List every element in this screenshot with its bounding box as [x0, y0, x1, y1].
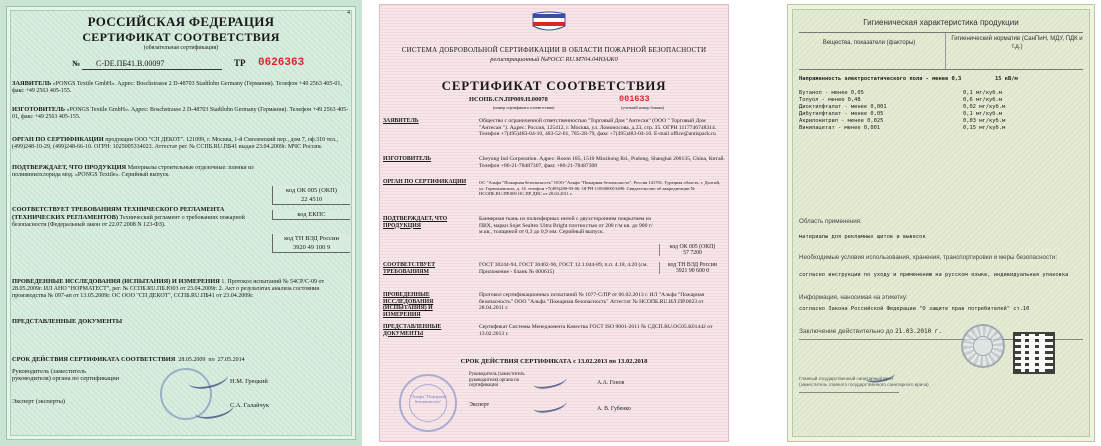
- certificate-number: C-DE.ПБ41.В.00097: [96, 59, 165, 68]
- tests-section: [383, 292, 725, 316]
- marking-text: согласно Закона Российской Федерации "О защите прав потребителей" ст.10: [799, 306, 1030, 312]
- table-row: [799, 111, 1083, 118]
- hologram-seal: [961, 324, 1005, 368]
- signatory-subtitle: (заместитель главного государственного санитарного врача): [799, 382, 929, 387]
- row-substance: Диоктилфталат - менее 0,001: [799, 104, 887, 110]
- confirm-text: Материалы строительные отделочные: пленки из поливинилхлорида мод. «PONGS Textile». Серийный выпуск.: [12, 165, 254, 179]
- number-underline: [82, 69, 222, 70]
- table-row: [799, 125, 1083, 132]
- organ-label: ОРГАН ПО СЕРТИФИКАЦИИ: [12, 136, 104, 143]
- serial-number: 001633: [619, 94, 650, 104]
- certificate-number-line: [12, 57, 350, 73]
- signature-expert: [532, 396, 568, 415]
- row-norm: 0,6 мг/куб.м: [963, 97, 1002, 103]
- confirm-section: [383, 216, 653, 250]
- row-norm: 0,1 мг/куб.м: [963, 90, 1002, 96]
- row-norm: 0,1 мг/куб.м: [963, 111, 1002, 117]
- table-row: [799, 118, 1083, 125]
- tnved-value: 3920 49 100 9: [292, 244, 331, 251]
- certificate-title: СЕРТИФИКАТ СООТВЕТСТВИЯ: [82, 30, 280, 44]
- okp-codebox: [659, 244, 725, 256]
- okp-label: код ОК 005 (ОКП): [286, 187, 337, 194]
- row-substance: Дибутилфталат - менее 0,05: [799, 111, 884, 117]
- validity-to-label: по: [208, 357, 215, 363]
- tests-label: ПРОВЕДЕННЫЕ ИССЛЕДОВАНИЯ (ИСПЫТАНИЯ) И ИЗМЕРЕНИЯ: [383, 292, 434, 318]
- header-divider: [945, 33, 946, 69]
- row-norm: 0,03 мг/куб.м: [963, 118, 1006, 124]
- row-norm: 15 кВ/м: [995, 76, 1018, 82]
- requirements-label: СООТВЕТСТВУЕТ ТРЕБОВАНИЯМ ТЕХНИЧЕСКОГО РЕГЛАМЕНТА (ТЕХНИЧЕСКИХ РЕГЛАМЕНТОВ): [12, 206, 225, 222]
- row-norm: 0,02 мг/куб.м: [963, 104, 1006, 110]
- validity-label: Заключение действительно до: [799, 328, 894, 335]
- row-substance: Толуол - менее 0,48: [799, 97, 861, 103]
- docs-label: ПРЕДСТАВЛЕННЫЕ ДОКУМЕНТЫ: [12, 318, 123, 325]
- okp-value: 22 4510: [300, 196, 323, 203]
- system-heading: СИСТЕМА ДОБРОВОЛЬНОЙ СЕРТИФИКАЦИИ В ОБЛАСТИ ПОЖАРНОЙ БЕЗОПАСНОСТИ: [401, 46, 707, 54]
- tnved-codebox: [659, 262, 725, 274]
- table-row: [799, 76, 1083, 83]
- tnved-value: 3921 90 600 0: [675, 268, 710, 274]
- certification-logo: [531, 10, 567, 34]
- okp-value: 57 7200: [683, 250, 702, 256]
- serial-note: (учетный номер бланка): [621, 105, 664, 110]
- organ-section: [383, 180, 725, 210]
- docs-text: Сертификат Системы Менеджмента Качества ГОСТ ISO 9001-2011 № СДСП.RU.ОС05.К01442 от 13.02.2013 г.: [479, 324, 713, 337]
- table-row: [799, 90, 1083, 97]
- organ-section: [12, 136, 350, 151]
- validity-line: СРОК ДЕЙСТВИЯ СЕРТИФИКАТА с 13.02.2013 по 13.02.2018: [460, 358, 648, 365]
- applicant-section: [383, 118, 725, 154]
- table-row: [799, 97, 1083, 104]
- conditions-text: согласно инструкции по уходу и применению на русском языке, индивидуальная упаковка: [799, 272, 1069, 278]
- validity-label: СРОК ДЕЙСТВИЯ СЕРТИФИКАТА СООТВЕТСТВИЯ: [12, 356, 176, 363]
- head-name: А.А. Гонов: [597, 380, 625, 386]
- requirements-text: ГОСТ 30244-94, ГОСТ 30402-96, ГОСТ 12.1.044-89, п.п. 4.18, 4.20 (см. Приложение - бланк № 000615): [479, 262, 648, 275]
- validity-date: 21.03.2010 г.: [895, 328, 943, 335]
- stamp-text: "Альфа "Пожарная безопасность": [410, 394, 446, 404]
- signatory-block: [799, 376, 1083, 393]
- tests-label: ПРОВЕДЕННЫЕ ИССЛЕДОВАНИЯ (ИСПЫТАНИЯ) И ИЗМЕРЕНИЯ: [12, 278, 220, 285]
- organ-text: продукции ООО "СП ДЕКОТ". 121099, г. Москва, 1-й Смоленский пер., дом 7, оф.310 тел., (499)248-10-29, (499)248-66-10. ОГРН: 1025005334023. Аттестат рег. № ССПБ.RU.ПБ41 выдан 23.04.2009г. МЧС России.: [12, 137, 338, 151]
- signatory-title: Главный государственный санитарный врач: [799, 376, 894, 381]
- table-header: [799, 32, 1083, 70]
- validity-to: 27.05.2014: [217, 357, 245, 363]
- column-substances: Вещества, показатели (факторы): [822, 40, 916, 46]
- row-substance: Винилацетат - менее 0,001: [799, 125, 881, 131]
- ekps-codebox: [272, 210, 350, 220]
- qr-code: [1013, 332, 1055, 374]
- tests-section: [12, 278, 350, 301]
- okp-codebox: [272, 186, 350, 205]
- requirements-section: [383, 262, 653, 284]
- signatory-underline: [799, 392, 899, 393]
- row-substance: Акрилонитрил - менее 0,025: [799, 118, 884, 124]
- scope-label: Область применения:: [799, 218, 862, 225]
- tests-text: Протокол сертификационных испытаний № 1077-С/ПР от 06.02.2013 г. ИЛ "Альфа "Пожарная безопасность" ООО "Альфа "Пожарная безопасность" Аттестат № НСОПБ.RU.ИЛ.ПР.0023 от 28.04.2011 г.: [479, 292, 705, 312]
- requirements-label: СООТВЕТСТВУЕТ ТРЕБОВАНИЯМ: [383, 262, 436, 275]
- expert-label: Эксперт (эксперты): [12, 398, 65, 405]
- expert-name: А. В. Губенко: [597, 406, 631, 412]
- docs-label: ПРЕДСТАВЛЕННЫЕ ДОКУМЕНТЫ: [383, 324, 442, 337]
- applicant-label: ЗАЯВИТЕЛЬ: [383, 118, 419, 124]
- tnved-label: код ТН ВЭД России: [284, 235, 339, 242]
- country-heading: РОССИЙСКАЯ ФЕДЕРАЦИЯ: [87, 14, 275, 29]
- confirm-label: ПОДТВЕРЖДАЕТ, ЧТО ПРОДУКЦИЯ: [383, 216, 448, 229]
- column-norms: Гигиенический норматив (СанПиН, МДУ, ПДК и т.д.): [951, 36, 1083, 50]
- table-row: [799, 104, 1083, 111]
- tp-label: ТР: [234, 58, 246, 68]
- maker-section: [12, 106, 350, 121]
- confirm-text: Баннерная ткань из полиэфирных нитей с двухсторонним покрытием из ПВХ, марки Sojet Sealtex Ultra Bright плотностью от 200 г/м кв. до 900 г/м.кв., толщиной от 0,3 до 0,9 мм. Серийный выпуск.: [479, 216, 653, 236]
- hygienic-document-3: [781, 0, 1101, 446]
- maker-section: [383, 156, 725, 176]
- validity-from: 28.05.2009: [178, 357, 206, 363]
- registration-line: регистрационный №РОСС RU.М704.04ЮАЖ0: [490, 56, 618, 63]
- docs-section: [12, 318, 350, 326]
- certificate-title: СЕРТИФИКАТ СООТВЕТСТВИЯ: [441, 78, 667, 93]
- number-sign: №: [72, 59, 81, 68]
- certificate-subtitle: (обязательная сертификация): [143, 45, 219, 51]
- maker-label: ИЗГОТОВИТЕЛЬ: [12, 106, 66, 113]
- validity-section: [12, 356, 350, 364]
- applicant-label: ЗАЯВИТЕЛЬ: [12, 80, 52, 87]
- confirm-section: [12, 164, 262, 179]
- page-number: 4: [347, 10, 350, 16]
- scope-text: материалы для рекламных щитов и вывесок: [799, 234, 926, 240]
- certificate-document-1: [0, 0, 362, 446]
- expert-name: С.А. Галайчук: [230, 402, 270, 409]
- okp-label: код ОК 005 (ОКП): [669, 244, 716, 250]
- tnved-codebox: [272, 234, 350, 253]
- head-label: Руководитель (заместитель руководителя) органа по сертификации: [12, 368, 120, 382]
- confirm-label: ПОДТВЕРЖДАЕТ, ЧТО ПРОДУКЦИЯ: [12, 164, 127, 171]
- requirements-text: Технический регламент о требованиях пожарной безопасности (Федеральный закон от 22.07.2008 N 123-ФЗ).: [12, 215, 245, 229]
- organ-label: ОРГАН ПО СЕРТИФИКАЦИИ: [383, 179, 467, 185]
- certificate-number: НСОПБ.CN.ПР009.Н.00078: [469, 96, 548, 103]
- conditions-label: Необходимые условия использования, хранения, транспортировки и меры безопасности:: [799, 254, 1058, 261]
- row-substance: Напряженность электростатического поля - менее 0,3: [799, 76, 962, 82]
- maker-label: ИЗГОТОВИТЕЛЬ: [383, 156, 432, 162]
- certificate-document-2: [371, 0, 737, 446]
- maker-text: Cheyung Ind Corporation. Адрес: Room 185, 1510 Minzhong Rd., Pudong, Shanghai 200135, China, Китай. Телефон +86-21-78487307, факс +86-21-78487308: [479, 156, 725, 169]
- applicant-section: [12, 80, 350, 95]
- head-name: Н.М. Грецкий: [230, 378, 268, 385]
- requirements-section: [12, 206, 262, 230]
- tnved-label: код ТН ВЭД России: [668, 262, 717, 268]
- number-note: (номер сертификата соответствия): [493, 105, 555, 110]
- row-norm: 0,15 мг/куб.м: [963, 125, 1006, 131]
- applicant-text: Общество с ограниченной ответственностью "Торговый Дом "Антесан" (ООО " Торговый Дом "Антесан "). Адрес: Россия, 125412, г. Москва, ул. Ломоносова, д.23, стр. 35. ОГРН 1117746748314. Телефон +7(495)483-04-10, 483-52-01, 785-28-79, факс +7(495)483-04-10. E-mail office@antispack.ru: [479, 118, 717, 138]
- docs-section: [383, 324, 725, 344]
- organ-text: ОС "Альфа "Пожарная безопасность" ООО "Альфа "Пожарная безопасность", Россия 141701, Турецкая область, г. Долгий, ул. Горюоновских, д. 14. телефон +7(495)280-93-06. ОГРН 1105000013490. Свидетельство об аккредитации № НСОПБ.RU.ПР.009 ОС.ПР ДИС от 28.04.2011 г.: [479, 180, 721, 197]
- expert-label: Эксперт: [469, 402, 490, 408]
- ekps-label: код ЕКПС: [297, 211, 326, 218]
- maker-text: «PONGS Textile GmbH». Адрес: Boschstrasse 2 D-48703 Stadtlohn Germany (Германия). Телефон +49 2563 405-01, факс +49 2563 405-155.: [12, 107, 349, 121]
- marking-label: Информация, наносимая на этикетку:: [799, 294, 908, 301]
- head-label: Руководитель (заместитель руководителя) органа по сертификации: [469, 372, 525, 389]
- applicant-text: «PONGS Textile GmbH». Адрес: Boschstrasse 2 D-48703 Stadtlohn Germany (Германия). Телефон +49 2563 405-01, факс +49 2563 405-155.: [12, 81, 342, 95]
- certificate-number-line: [383, 96, 725, 108]
- tests-text: 1. Протокол испытаний № 54СР/С-09 от 28.05.2009г. ИЛ АНО "НОРМАТЕСТ", рег. № ССПБ.RU.ПБ.Ю03 от 23.04.2009г. 2. Акт о результатах анализа состояния производства № 097-ап от 13.05.2009г. ОС ООО "СП ДЕКОТ", ССПБ.RU.ПБ41 от 23.04.2009г.: [12, 279, 325, 300]
- row-substance: Бутанол - менее 0,05: [799, 90, 864, 96]
- serial-number: 0626363: [258, 57, 305, 69]
- hygiene-title: Гигиеническая характеристика продукции: [863, 18, 1019, 27]
